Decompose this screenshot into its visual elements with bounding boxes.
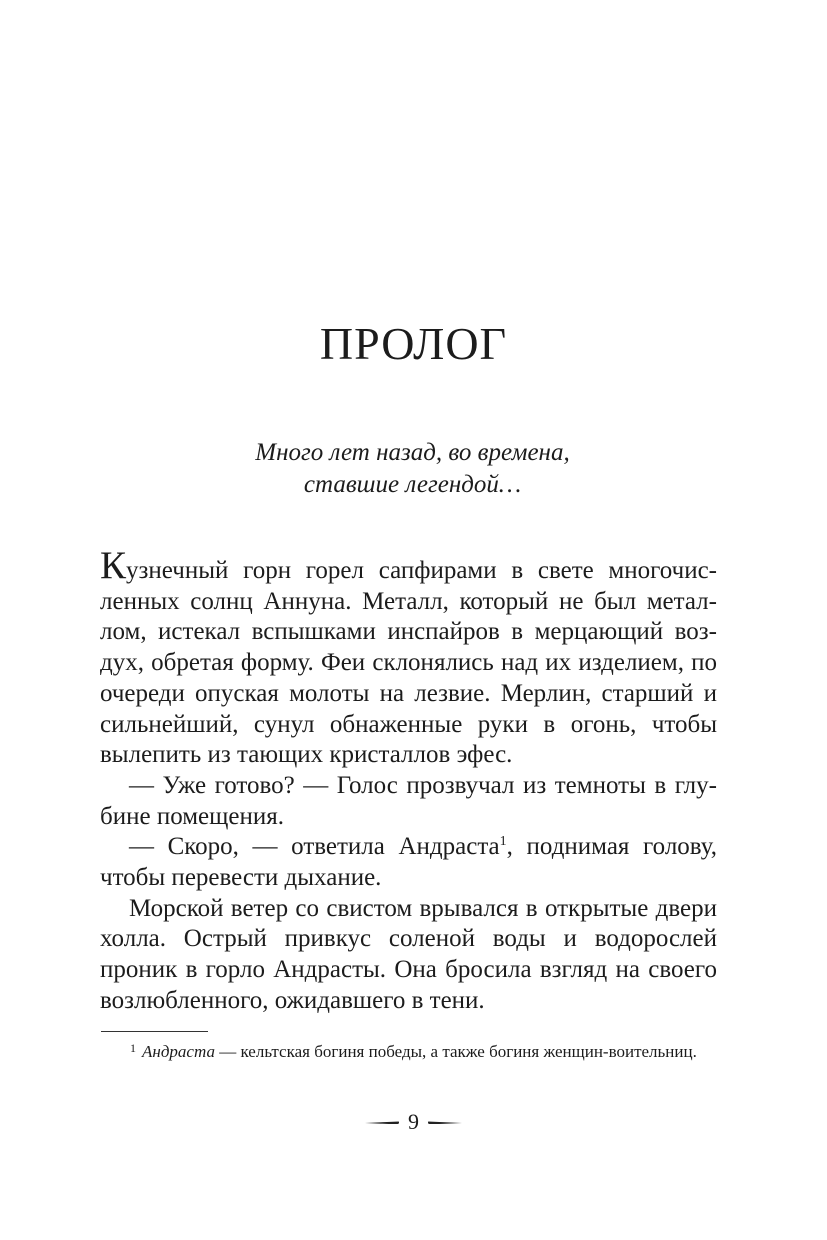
right-ornament-icon — [428, 1121, 462, 1124]
paragraph-3 — [100, 832, 717, 893]
epigraph-line-1: Много лет назад, во времена, — [255, 439, 570, 466]
paragraph-3-text-start: — Скоро, — ответила Андраста — [129, 833, 500, 861]
footnote-term: Андраста — [142, 1042, 215, 1061]
paragraph-3-text-end: , поднимая голову, чтобы перевести дыхание. — [100, 833, 718, 892]
footnote-text: — кельтская богиня победы, а также богиня женщин-воительниц. — [214, 1042, 697, 1061]
footnote-reference[interactable]: 1 — [499, 834, 507, 850]
page-number: 9 — [408, 1109, 419, 1134]
drop-cap: К — [100, 544, 127, 587]
epigraph — [160, 437, 665, 501]
page-footer — [0, 1108, 827, 1136]
body-text — [100, 544, 718, 1017]
chapter-title: ПРОЛОГ — [319, 318, 508, 369]
paragraph-2: — Уже готово? — Голос прозвучал из темноты в глубине помещения. — [100, 771, 717, 830]
paragraph-1 — [100, 544, 717, 771]
left-ornament-icon — [365, 1121, 399, 1124]
epigraph-line-2: ставшие легендой… — [303, 471, 522, 498]
paragraph-4: Морской ветер со свистом врывался в открытые двери холла. Острый привкус соленой воды и водорослей проник в горло Андрасты. Она бросила взгляд на своего возлюбленного, ожидавшего в тени. — [100, 894, 717, 1014]
footnote — [100, 1038, 717, 1066]
footnote-divider — [101, 1031, 208, 1032]
paragraph-1-text: узнечный горн горел сапфирами в свете многочисленных солнц Аннуна. Металл, который не был металлом, истекал вспышками инспайров в мерцающий воздух, обретая форму. Феи склонялись над их изделием, по очереди опуская молоты на лезвие. Мерлин, старший и сильнейший, сунул обнаженные руки в огонь, чтобы вылепить из тающих кристаллов эфес. — [100, 557, 717, 769]
footnote-number: 1 — [130, 1041, 136, 1055]
